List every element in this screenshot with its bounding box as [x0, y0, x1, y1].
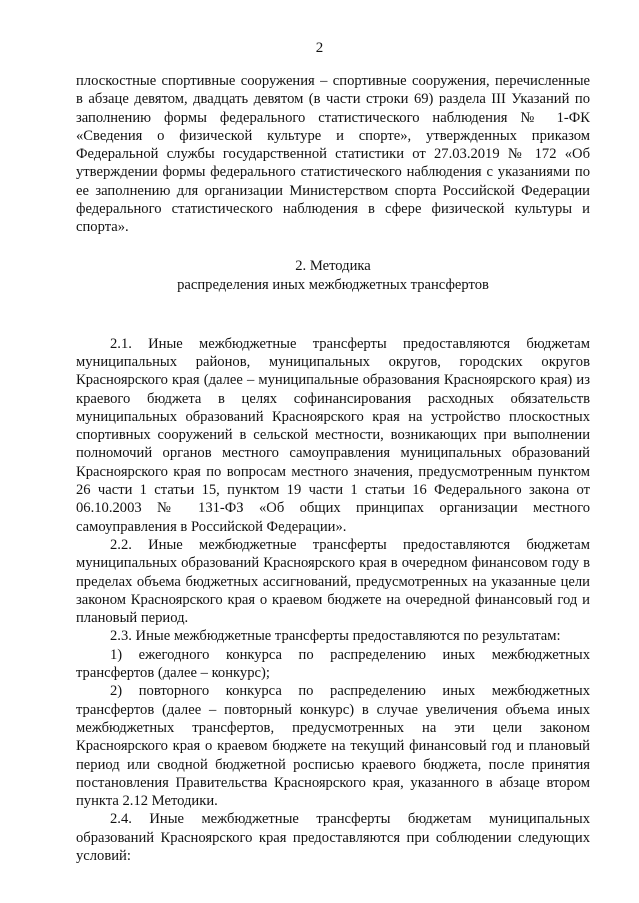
- paragraph-2-1: 2.1. Иные межбюджетные трансферты предоставляются бюджетам муниципальных районов, муниципальных округов, городских округов Красноярского края (далее – муниципальные образования Красноярского края) из краевого бюджета в целях софинансирования расходных обязательств муниципальных образований Красноярского края на устройство плоскостных спортивных сооружений в сельской местности, возникающих при выполнении полномочий органов местного самоуправления муниципальных образований Красноярского края по вопросам местного значения, предусмотренным пунктом 26 части 1 статьи 15, пунктом 19 части 1 статьи 16 Федерального закона от 06.10.2003 № 131-ФЗ «Об общих принципах организации местного самоуправления в Российской Федерации».: [76, 335, 590, 535]
- paragraph-2-4: 2.4. Иные межбюджетные трансферты бюджетам муниципальных образований Красноярского края предоставляются при соблюдении следующих условий:: [76, 811, 590, 864]
- section-heading: [76, 257, 590, 295]
- paragraph-2-3-item-2: 2) повторного конкурса по распределению иных межбюджетных трансфертов (далее – повторный конкурс) в случае увеличения объема иных межбюджетных трансфертов, предусмотренных на эти цели законом Красноярского края о краевом бюджете на текущий финансовый год и плановый период или сводной бюджетной росписью краевого бюджета, после принятия постановления Правительства Красноярского края, указанного в абзаце втором пункта 2.12 Методики.: [76, 683, 590, 810]
- section-title: 2. Методика: [295, 257, 371, 274]
- section-subtitle: распределения иных межбюджетных трансфертов: [177, 276, 489, 293]
- intro-paragraph: плоскостные спортивные сооружения – спортивные сооружения, перечисленные в абзаце девятом, двадцать девятом (в части строки 69) раздела III Указаний по заполнению формы федерального статистического наблюдения № 1-ФК «Сведения о физической культуре и спорте», утвержденных приказом Федеральной службы государственной статистики от 27.03.2019 № 172 «Об утверждении формы федерального статистического наблюдения с указаниями по ее заполнению для организации Министерством спорта Российской Федерации федерального статистического наблюдения в сфере физической культуры и спорта».: [76, 73, 590, 236]
- paragraph-2-3-item-1: 1) ежегодного конкурса по распределению иных межбюджетных трансфертов (далее – конкурс);: [76, 646, 590, 682]
- paragraph-2-2: 2.2. Иные межбюджетные трансферты предоставляются бюджетам муниципальных образований Красноярского края в очередном финансовом году в пределах объема бюджетных ассигнований, предусмотренных на указанные цели законом Красноярского края о краевом бюджете на очередной финансовый год и плановый период.: [76, 536, 590, 627]
- paragraph-2-3: 2.3. Иные межбюджетные трансферты предоставляются по результатам:: [110, 628, 561, 645]
- document-body: [76, 72, 590, 865]
- page-number: 2: [315, 40, 324, 56]
